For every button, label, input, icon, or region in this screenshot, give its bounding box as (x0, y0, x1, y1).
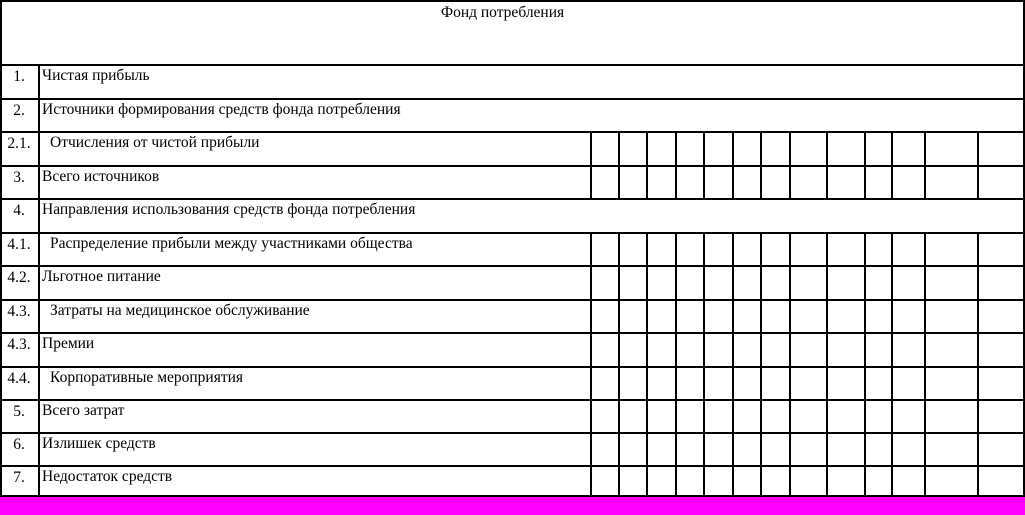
table-vertical-rule (789, 366, 791, 399)
table-vertical-rule (864, 432, 866, 465)
table-vertical-rule (0, 0, 2, 497)
table-horizontal-rule (0, 0, 1025, 2)
table-vertical-rule (789, 232, 791, 265)
table-vertical-rule (789, 399, 791, 432)
table-vertical-rule (732, 232, 734, 265)
table-vertical-rule (864, 366, 866, 399)
table-horizontal-rule (0, 165, 1025, 167)
table-vertical-rule (760, 432, 762, 465)
table-vertical-rule (977, 332, 979, 366)
table-vertical-rule (977, 165, 979, 198)
table-vertical-rule (924, 399, 926, 432)
table-vertical-rule (826, 399, 828, 432)
row-label: Всего источников (42, 168, 160, 185)
table-vertical-rule (789, 465, 791, 497)
table-vertical-rule (675, 399, 677, 432)
table-vertical-rule (732, 131, 734, 165)
table-vertical-rule (977, 299, 979, 332)
row-label: Направления использования средств фонда потребления (42, 201, 416, 218)
table-vertical-rule (924, 332, 926, 366)
table-vertical-rule (732, 366, 734, 399)
table-vertical-rule (675, 265, 677, 299)
table-vertical-rule (703, 165, 705, 198)
table-horizontal-rule (0, 198, 1025, 200)
table-vertical-rule (732, 165, 734, 198)
row-label: Распределение прибыли между участниками общества (50, 235, 413, 252)
table-vertical-rule (864, 265, 866, 299)
table-vertical-rule (891, 399, 893, 432)
table-vertical-rule (977, 432, 979, 465)
table-vertical-rule (590, 299, 592, 332)
row-number: 2. (13, 102, 25, 119)
table-vertical-rule (618, 165, 620, 198)
table-vertical-rule (977, 131, 979, 165)
table-vertical-rule (646, 366, 648, 399)
table-vertical-rule (703, 232, 705, 265)
table-vertical-rule (924, 432, 926, 465)
row-number: 3. (13, 169, 25, 186)
table-vertical-rule (826, 131, 828, 165)
table-vertical-rule (789, 131, 791, 165)
table-horizontal-rule (0, 399, 1025, 401)
table-vertical-rule (924, 465, 926, 497)
table-vertical-rule (590, 165, 592, 198)
table-vertical-rule (864, 399, 866, 432)
table-vertical-rule (646, 299, 648, 332)
table-vertical-rule (891, 432, 893, 465)
table-vertical-rule (618, 465, 620, 497)
table-vertical-rule (646, 332, 648, 366)
table-vertical-rule (924, 299, 926, 332)
table-vertical-rule (760, 332, 762, 366)
table-vertical-rule (924, 131, 926, 165)
row-label: Отчисления от чистой прибыли (50, 134, 260, 151)
row-label: Корпоративные мероприятия (50, 369, 244, 386)
table-vertical-rule (760, 232, 762, 265)
table-vertical-rule (618, 366, 620, 399)
table-vertical-rule (590, 399, 592, 432)
table-vertical-rule (864, 232, 866, 265)
table-vertical-rule (590, 265, 592, 299)
table-vertical-rule (732, 432, 734, 465)
table-vertical-rule (590, 332, 592, 366)
table-vertical-rule (864, 332, 866, 366)
table-vertical-rule (924, 366, 926, 399)
row-label: Премии (42, 335, 95, 352)
table-vertical-rule (789, 165, 791, 198)
table-vertical-rule (891, 265, 893, 299)
table-vertical-rule (760, 465, 762, 497)
table-vertical-rule (977, 366, 979, 399)
table-vertical-rule (618, 232, 620, 265)
row-label: Всего затрат (42, 402, 125, 419)
table-vertical-rule (789, 432, 791, 465)
row-number: 5. (13, 403, 25, 420)
table-vertical-rule (618, 432, 620, 465)
table-vertical-rule (732, 299, 734, 332)
table-vertical-rule (760, 399, 762, 432)
table-vertical-rule (891, 366, 893, 399)
table-vertical-rule (891, 165, 893, 198)
table-vertical-rule (977, 399, 979, 432)
table-vertical-rule (703, 299, 705, 332)
table-vertical-rule (675, 165, 677, 198)
table-vertical-rule (826, 232, 828, 265)
table-vertical-rule (760, 366, 762, 399)
row-number: 2.1. (7, 135, 31, 152)
table-vertical-rule (703, 366, 705, 399)
table-horizontal-rule (0, 432, 1025, 434)
table-vertical-rule (826, 465, 828, 497)
table-vertical-rule (675, 131, 677, 165)
table-vertical-rule (38, 64, 40, 497)
table-vertical-rule (864, 465, 866, 497)
table-horizontal-rule (0, 299, 1025, 301)
table-horizontal-rule (0, 98, 1025, 100)
table-vertical-rule (675, 366, 677, 399)
table-title: Фонд потребления (440, 4, 565, 21)
table-vertical-rule (760, 265, 762, 299)
table-vertical-rule (891, 332, 893, 366)
table-vertical-rule (646, 432, 648, 465)
row-number: 6. (13, 436, 25, 453)
row-label: Источники формирования средств фонда потребления (42, 101, 401, 118)
table-vertical-rule (924, 232, 926, 265)
table-vertical-rule (703, 399, 705, 432)
table-vertical-rule (590, 432, 592, 465)
table-vertical-rule (703, 332, 705, 366)
table-vertical-rule (864, 299, 866, 332)
table-vertical-rule (618, 332, 620, 366)
table-vertical-rule (732, 265, 734, 299)
table-vertical-rule (732, 399, 734, 432)
row-number: 4.4. (7, 370, 31, 387)
table-vertical-rule (675, 232, 677, 265)
row-label: Излишек средств (42, 435, 156, 452)
table-vertical-rule (646, 399, 648, 432)
row-number: 4.3. (7, 303, 31, 320)
table-vertical-rule (646, 131, 648, 165)
table-vertical-rule (924, 265, 926, 299)
row-number: 7. (13, 469, 25, 486)
row-label: Недостаток средств (42, 468, 173, 485)
table-vertical-rule (646, 265, 648, 299)
table-vertical-rule (590, 131, 592, 165)
table-vertical-rule (826, 366, 828, 399)
table-vertical-rule (703, 432, 705, 465)
table-vertical-rule (675, 432, 677, 465)
table-vertical-rule (864, 131, 866, 165)
table-vertical-rule (590, 465, 592, 497)
table-horizontal-rule (0, 366, 1025, 368)
table-vertical-rule (590, 232, 592, 265)
table-vertical-rule (675, 465, 677, 497)
table-vertical-rule (646, 232, 648, 265)
table-vertical-rule (977, 465, 979, 497)
table-horizontal-rule (0, 64, 1025, 66)
bottom-bar (0, 497, 1025, 515)
table-vertical-rule (675, 332, 677, 366)
table-vertical-rule (760, 165, 762, 198)
table-vertical-rule (703, 265, 705, 299)
table-vertical-rule (864, 165, 866, 198)
table-vertical-rule (826, 265, 828, 299)
table-vertical-rule (789, 299, 791, 332)
table-vertical-rule (618, 131, 620, 165)
table-horizontal-rule (0, 465, 1025, 467)
table-vertical-rule (924, 165, 926, 198)
table-vertical-rule (732, 465, 734, 497)
table-vertical-rule (826, 332, 828, 366)
table-horizontal-rule (0, 232, 1025, 234)
table-vertical-rule (826, 432, 828, 465)
table-horizontal-rule (0, 265, 1025, 267)
table-vertical-rule (891, 299, 893, 332)
row-number: 4.2. (7, 269, 31, 286)
table-vertical-rule (789, 332, 791, 366)
row-number: 1. (13, 68, 25, 85)
row-label: Чистая прибыль (42, 67, 150, 84)
table-horizontal-rule (0, 131, 1025, 133)
row-number: 4.3. (7, 336, 31, 353)
row-label: Льготное питание (42, 268, 161, 285)
table-vertical-rule (590, 366, 592, 399)
table-vertical-rule (675, 299, 677, 332)
table-vertical-rule (826, 165, 828, 198)
table-vertical-rule (732, 332, 734, 366)
table-vertical-rule (703, 465, 705, 497)
table-vertical-rule (891, 465, 893, 497)
table-vertical-rule (646, 165, 648, 198)
table-vertical-rule (618, 299, 620, 332)
table-vertical-rule (891, 232, 893, 265)
table-vertical-rule (789, 265, 791, 299)
row-number: 4.1. (7, 236, 31, 253)
table-horizontal-rule (0, 332, 1025, 334)
table-vertical-rule (618, 399, 620, 432)
row-number: 4. (13, 202, 25, 219)
table-vertical-rule (977, 265, 979, 299)
table-vertical-rule (618, 265, 620, 299)
table-vertical-rule (760, 131, 762, 165)
table-vertical-rule (977, 232, 979, 265)
table-vertical-rule (826, 299, 828, 332)
table-vertical-rule (760, 299, 762, 332)
table-vertical-rule (646, 465, 648, 497)
table-vertical-rule (891, 131, 893, 165)
row-label: Затраты на медицинское обслуживание (50, 302, 310, 319)
table-vertical-rule (703, 131, 705, 165)
